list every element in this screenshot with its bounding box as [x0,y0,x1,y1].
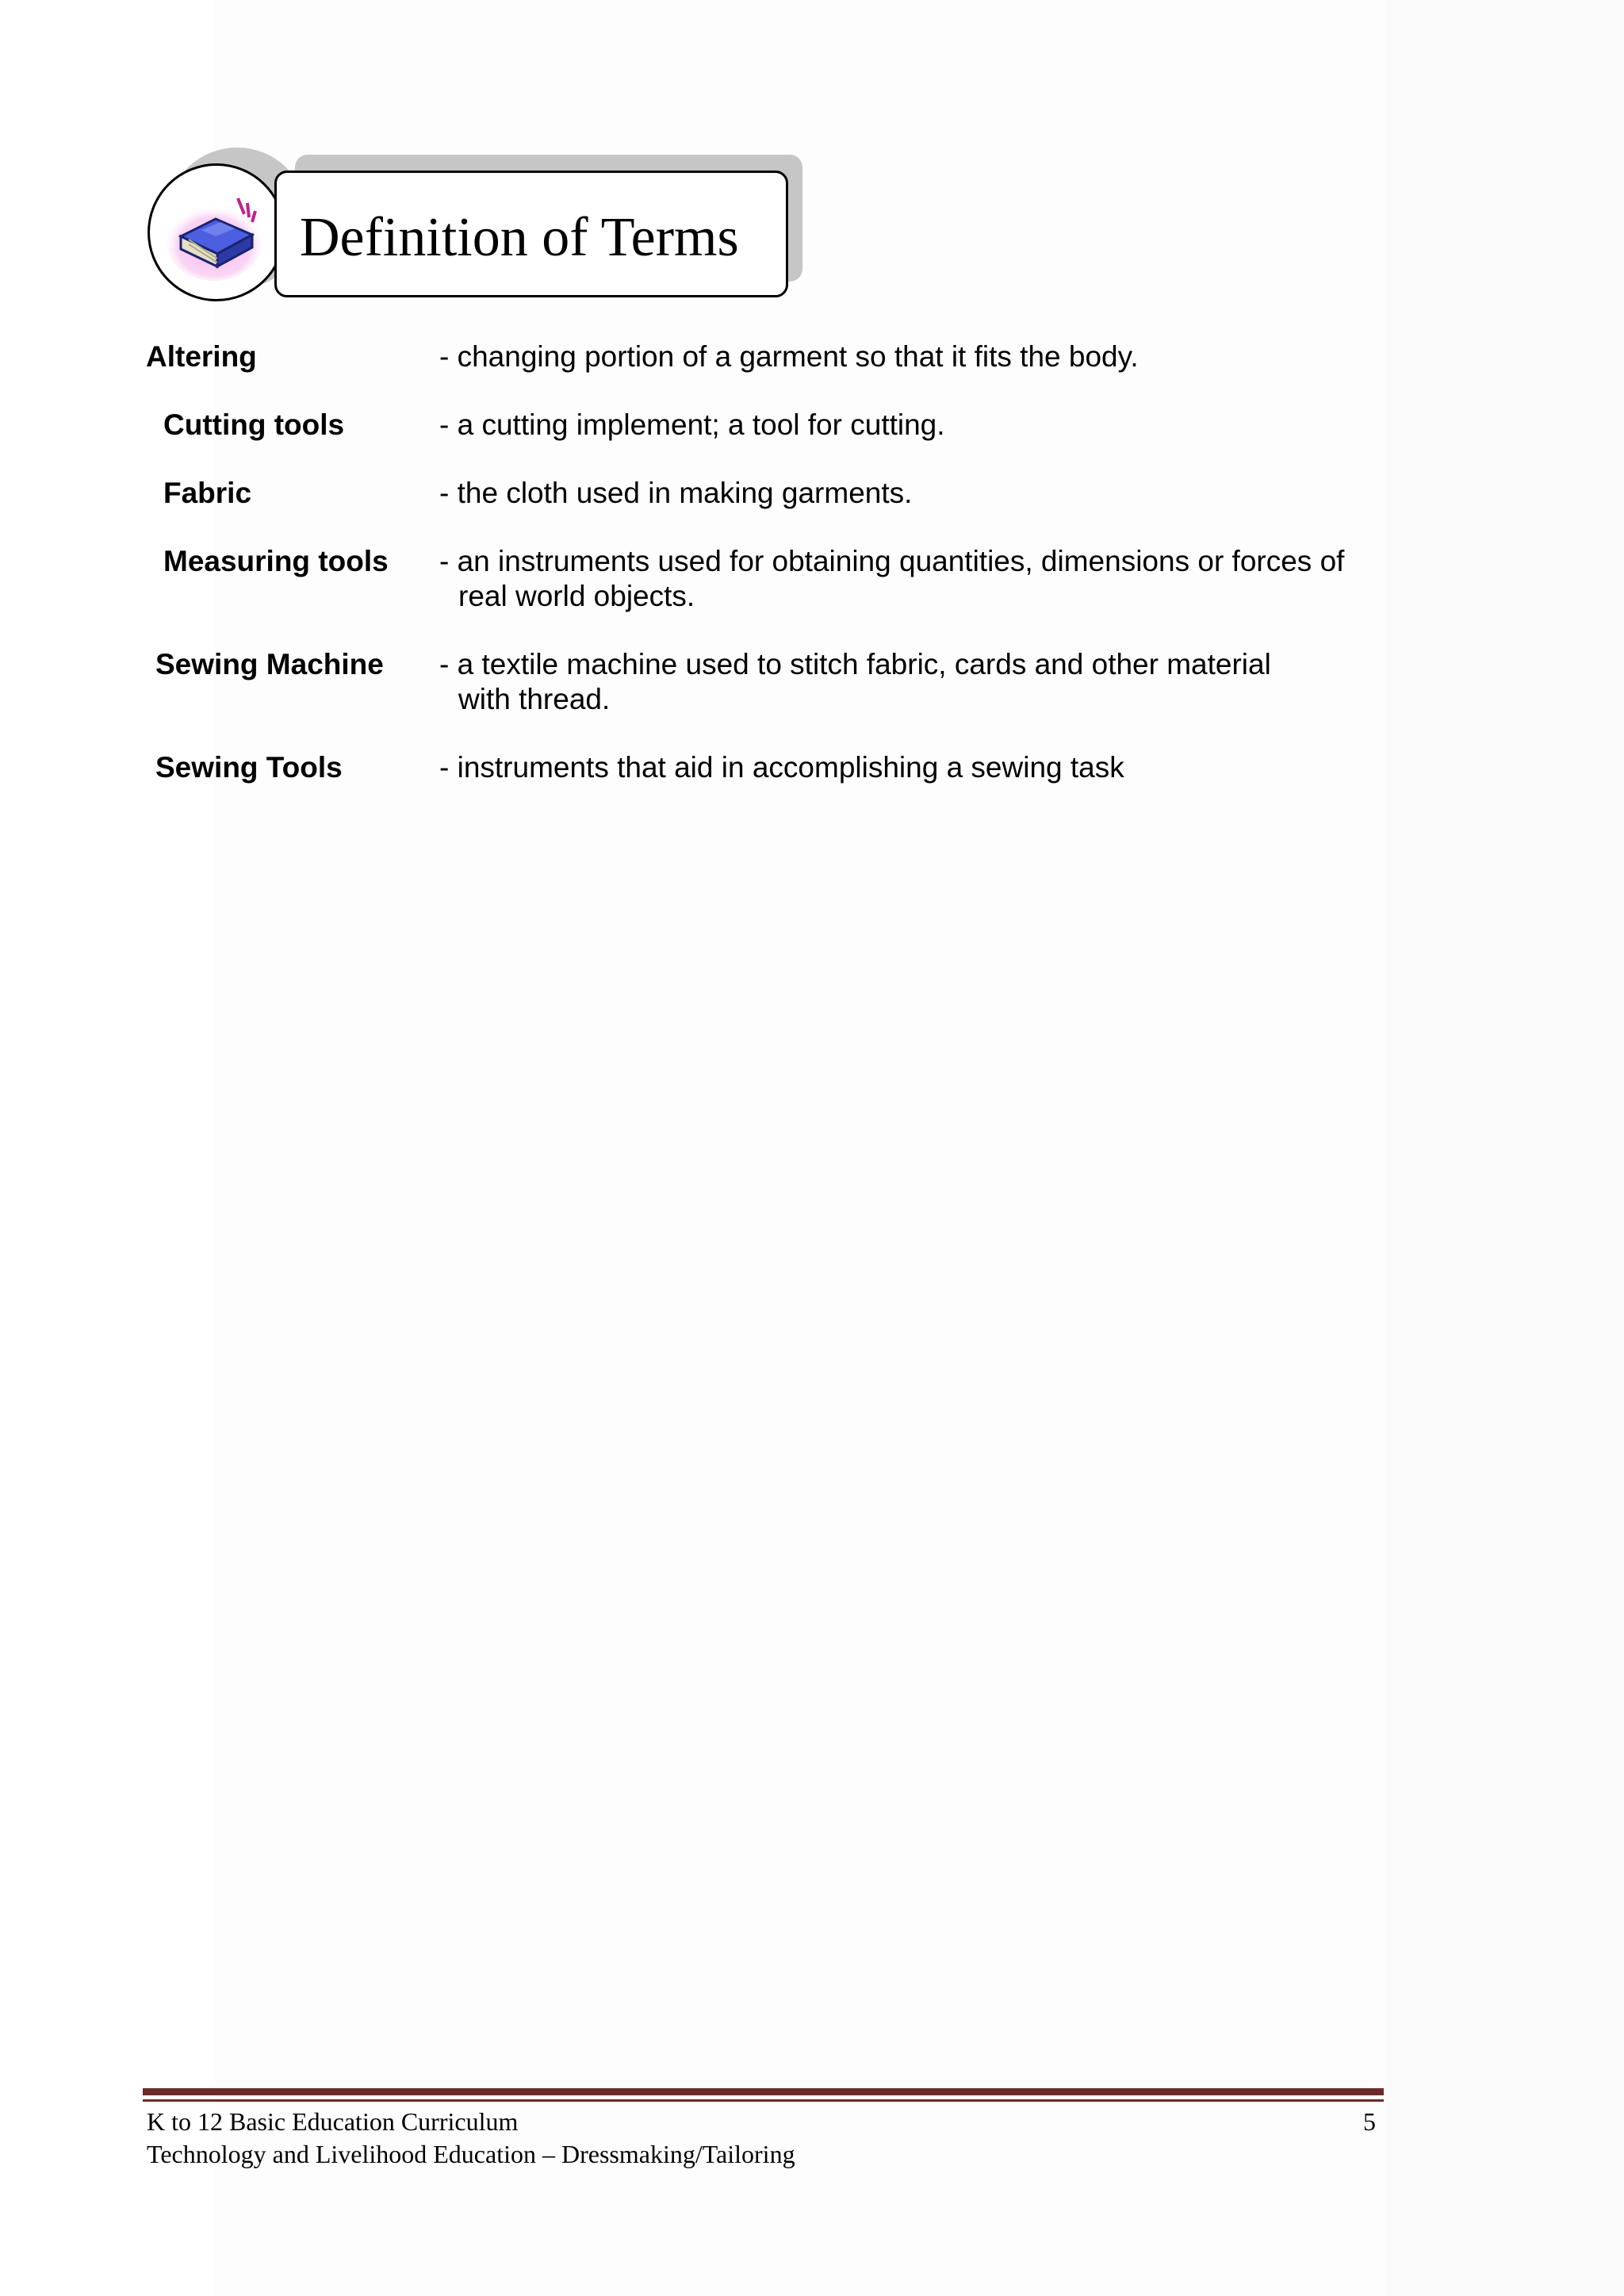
definition-sewing-tools: - instruments that aid in accomplishing a sewing task [439,751,1124,784]
term-sewing-machine: Sewing Machine [155,648,384,680]
definition-altering: - changing portion of a garment so that it fits the body. [439,340,1139,373]
definition-measuring-tools-cont: real world objects. [458,580,695,612]
term-altering: Altering [146,340,257,373]
definition-fabric: - the cloth used in making garments. [439,477,913,509]
footer-rule-thin [143,2099,1384,2102]
term-fabric: Fabric [163,477,252,509]
term-sewing-tools: Sewing Tools [155,751,343,784]
term-cutting-tools: Cutting tools [163,408,345,441]
page-margin-shade [1386,0,1624,2296]
footer-curriculum: K to 12 Basic Education Curriculum [147,2107,519,2136]
page-number: 5 [1363,2107,1376,2136]
page-title: Definition of Terms [300,207,739,268]
term-measuring-tools: Measuring tools [163,545,389,577]
definition-cutting-tools: - a cutting implement; a tool for cutting. [439,408,945,441]
definition-sewing-machine: - a textile machine used to stitch fabric, cards and other material [439,648,1271,680]
definition-measuring-tools: - an instruments used for obtaining quantities, dimensions or forces of [439,545,1345,577]
book-icon [165,190,268,286]
footer-rule-thick [143,2088,1384,2095]
definition-sewing-machine-cont: with thread. [458,683,611,715]
footer-subject: Technology and Livelihood Education – Dressmaking/Tailoring [147,2140,795,2168]
